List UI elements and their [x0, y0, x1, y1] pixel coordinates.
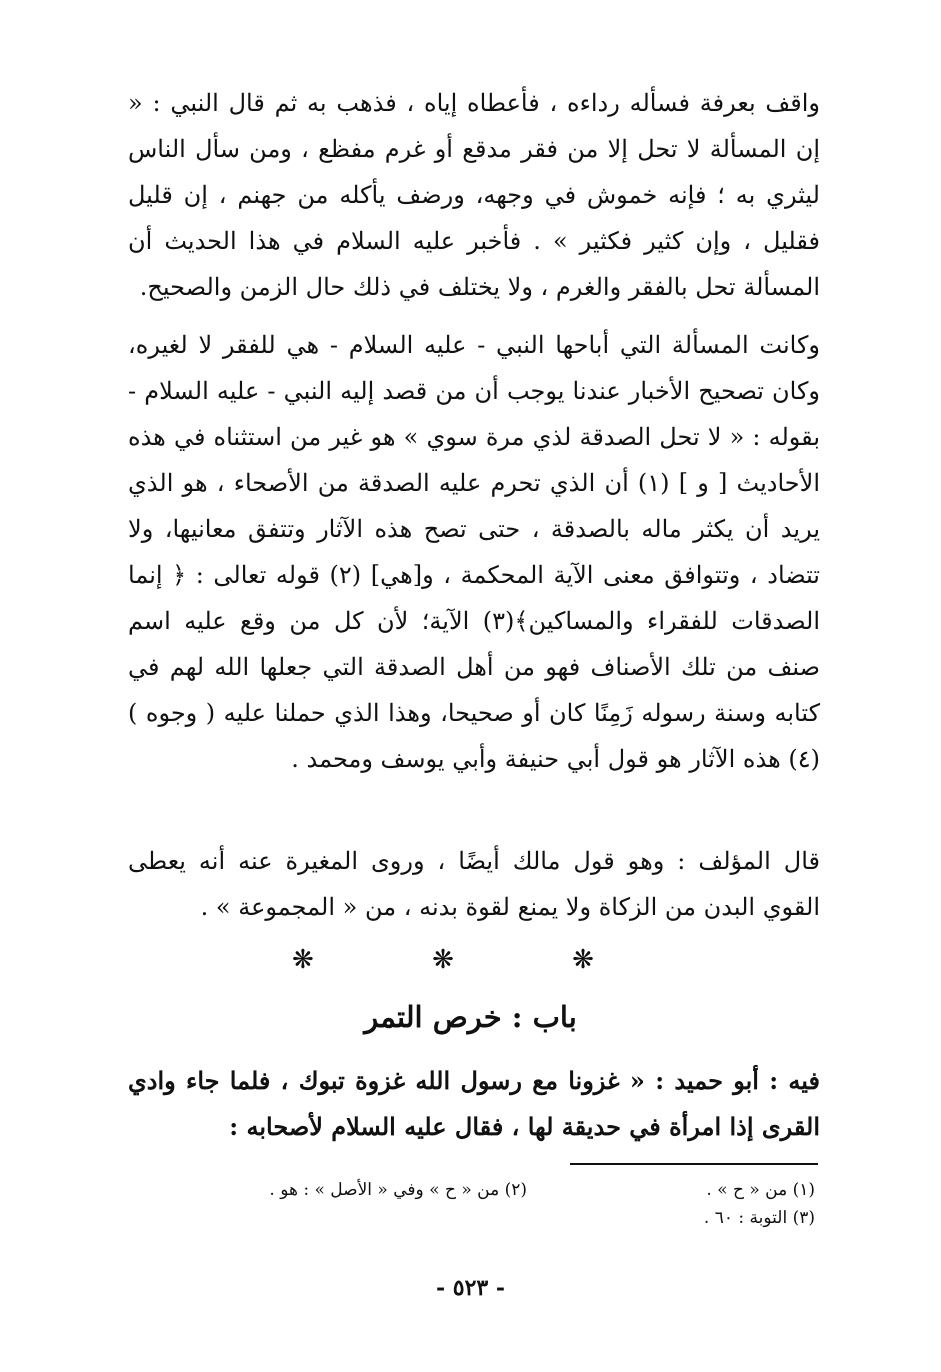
paragraph-author-note: [128, 838, 820, 930]
paragraph-chapter-opening: [128, 1058, 820, 1150]
paragraph-hadith-continuation: [128, 80, 820, 310]
page-number: - ٥٢٣ -: [435, 1275, 506, 1301]
paragraph-commentary: [128, 322, 820, 782]
section-separator: ❋ ❋ ❋: [292, 945, 649, 975]
paragraph-text: وكانت المسألة التي أباحها النبي - عليه السلام - هي للفقر لا لغيره، وكان تصحيح الأخبار عندنا يوجب أن من قصد إليه النبي - عليه السلام - بقوله : « لا تحل الصدقة لذي مرة سوي » هو غير من استثناه في هذه الأحاديث [ و ] (١) أن الذي تحرم عليه الصدقة من الأصحاء ، هو الذي يريد أن يكثر ماله بالصدقة ، حتى تصح هذه الآثار وتتفق معانيها، ولا تتضاد ، وتتوافق معنى الآية المحكمة ، و[هي] (٢) قوله تعالى : ﴿ إنما الصدقات للفقراء والمساكين﴾(٣) الآية؛ لأن كل من وقع عليه اسم صنف من تلك الأصناف فهو من أهل الصدقة التي جعلها الله لهم في كتابه وسنة رسوله زَمِنًا كان أو صحيحا، وهذا الذي حملنا عليه ( وجوه ) (٤) هذه الآثار هو قول أبي حنيفة وأبي يوسف ومحمد .: [128, 331, 821, 773]
chapter-heading: باب : خرص التمر: [364, 1000, 577, 1034]
footnote-row: [180, 1204, 815, 1232]
footnote-row: [180, 1176, 815, 1204]
footnote-1: (١) من « ح » .: [706, 1180, 815, 1200]
footnotes: [180, 1176, 815, 1232]
footnote-3: (٣) التوبة : ٦٠ .: [703, 1208, 815, 1228]
paragraph-text: فيه : أبو حميد : « غزونا مع رسول الله غزوة تبوك ، فلما جاء وادي القرى إذا امرأة في حديقة لها ، فقال عليه السلام لأصحابه :: [128, 1066, 820, 1141]
footnote-divider: [570, 1163, 818, 1165]
paragraph-text: واقف بعرفة فسأله رداءه ، فأعطاه إياه ، فذهب به ثم قال النبي : « إن المسألة لا تحل إلا من فقر مدقع أو غرم مفظع ، ومن سأل الناس ليثري به ؛ فإنه خموش في وجهه، ورضف يأكله من جهنم ، إن قليل فقليل ، وإن كثير فكثير » . فأخبر عليه السلام في هذا الحديث أن المسألة تحل بالفقر والغرم ، ولا يختلف في ذلك حال الزمن والصحيح.: [128, 89, 820, 301]
footnote-2: (٢) من « ح » وفي « الأصل » : هو .: [269, 1180, 527, 1200]
paragraph-text: قال المؤلف : وهو قول مالك أيضًا ، وروى المغيرة عنه أنه يعطى القوي البدن من الزكاة ولا يمنع لقوة بدنه ، من « المجموعة » .: [128, 847, 820, 921]
